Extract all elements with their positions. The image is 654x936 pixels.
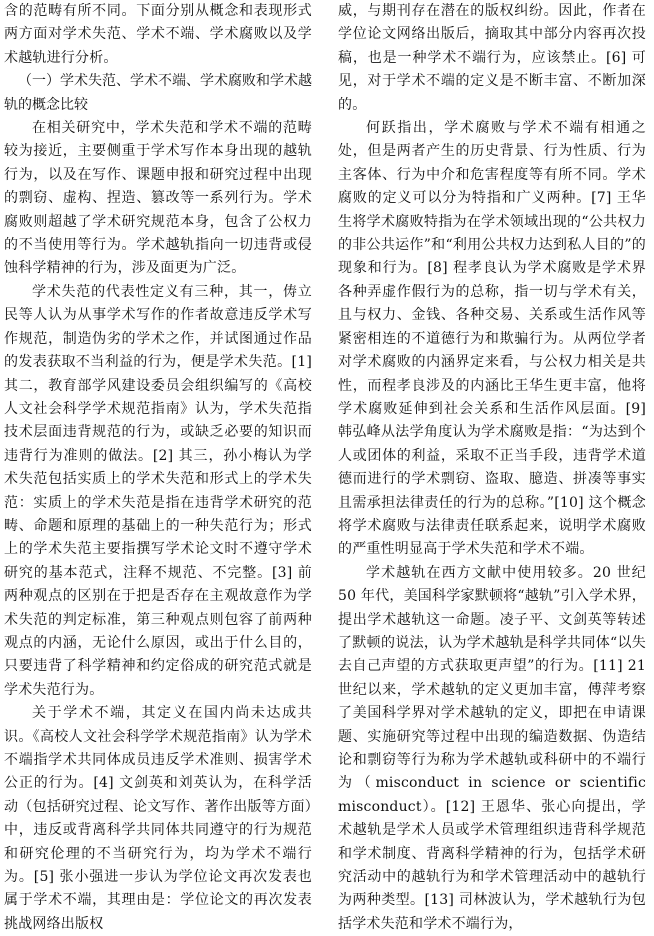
paragraph: 何跃指出，学术腐败与学术不端有相通之处，但是两者产生的历史背景、行为性质、行为主客体、行为中介和危害程度等有所不同。学术腐败的定义可以分为特指和广义两种。[7] 王华生将学术腐败特指为在学术领域出现的“公共权力的非公共运作”和“利用公共权力达到私人目的”的现象和行为。[8] 程孝良认为学术腐败是学术界各种弄虚作假行为的总称，指一切与学术有关，且与权力、金钱、各种交易、关系或生活作风等紧密相连的不道德行为和欺骗行为。从两位学者对学术腐败的内涵界定来看，与公权力相关是共性，而程孝良涉及的内涵比王华生更丰富，他将学术腐败延伸到社会关系和生活作风层面。[9] 韩弘峰从法学角度认为学术腐败是指：“为达到个人或团体的利益，采取不正当手段，违背学术道德而进行的学术剽窃、盗取、臆造、拼凑等事实且需承担法律责任的行为的总称。”[10] 这个概念将学术腐败与法律责任联系起来，说明学术腐败的严重性明显高于学术失范和学术不端。: [338, 120, 646, 558]
right-column: [338, 0, 646, 936]
paragraph: 威，与期刊存在潜在的版权纠纷。因此，作者在学位论文网络出版后，摘取其中部分内容再次投稿，也是一种学术不端行为，应该禁止。[6] 可见，对于学术不端的定义是不断丰富、不断加深的。: [338, 3, 646, 113]
left-column: [4, 0, 312, 936]
paragraph: 学术越轨在西方文献中使用较多。20 世纪 50 年代，美国科学家默顿将“越轨”引入学术界，提出学术越轨这一命题。凌子平、文剑英等转述了默顿的说法，认为学术越轨是科学共同体“以失去自己声望的方式获取更声望”的行为。[11] 21 世纪以来，学术越轨的定义更加丰富，傅萍考察了美国科学界对学术越轨的定义，即把在申请课题、实施研究等过程中出现的编造数据、伪造结论和剽窃等行为称为学术越轨或科研中的不端行为（misconduct in science or scientific misconduct）。[12] 王恩华、张心向提出，学术越轨是学术人员或学术管理组织违背科学规范和学术制度、背离科学精神的行为，包括学术研究活动中的越轨行为和学术管理活动中的越轨行为两种类型。[13] 司林波认为，学术越轨行为包括学术失范和学术不端行为，: [338, 564, 646, 932]
paragraph: 学术失范的代表性定义有三种，其一，俦立民等人认为从事学术写作的作者故意违反学术写作规范，制造伪劣的学术之作，并试图通过作品的发表获取不当利益的行为，便是学术失范。[1] 其二，教育部学风建设委员会组织编写的《高校人文社会科学学术规范指南》认为，学术失范指技术层面违背规范的行为，或缺乏必要的知识而违背行为准则的做法。[2] 其三，孙小梅认为学术失范包括实质上的学术失范和形式上的学术失范：实质上的学术失范是指在违背学术研究的范畴、命题和原理的基础上的一种失范行为；形式上的学术失范主要指撰写学术论文时不遵守学术研究的基本范式，注释不规范、不完整。[3] 前两种观点的区别在于把是否存在主观故意作为学术失范的判定标准，第三种观点则包容了前两种观点的内涵，无论什么原因，或出于什么目的，只要违背了科学精神和约定俗成的研究范式就是学术失范行为。: [4, 283, 312, 698]
paragraph: 在相关研究中，学术失范和学术不端的范畴较为接近，主要侧重于学术写作本身出现的越轨行为，以及在写作、课题申报和研究过程中出现的剽窃、虚构、捏造、篡改等一系列行为。学术腐败则超越了学术研究规范本身，包含了公权力的不当使用等行为。学术越轨指向一切违背或侵蚀科学精神的行为，涉及面更为广泛。: [4, 120, 312, 277]
paragraph: 关于学术不端，其定义在国内尚未达成共识。《高校人文社会科学学术规范指南》认为学术不端指学术共同体成员违反学术准则、损害学术公正的行为。[4] 文剑英和刘英认为，在科学活动（包括研究过程、论文写作、著作出版等方面）中，违反或背离科学共同体共同遵守的行为规范和研究伦理的不当研究行为，均为学术不端行为。[5] 张小强进一步认为学位论文再次发表也属于学术不端，其理由是：学位论文的再次发表挑战网络出版权: [4, 705, 312, 932]
paragraph: 含的范畴有所不同。下面分别从概念和表现形式两方面对学术失范、学术不端、学术腐败以及学术越轨进行分析。: [4, 3, 312, 66]
section-heading: （一）学术失范、学术不端、学术腐败和学术越轨的概念比较: [4, 73, 312, 113]
